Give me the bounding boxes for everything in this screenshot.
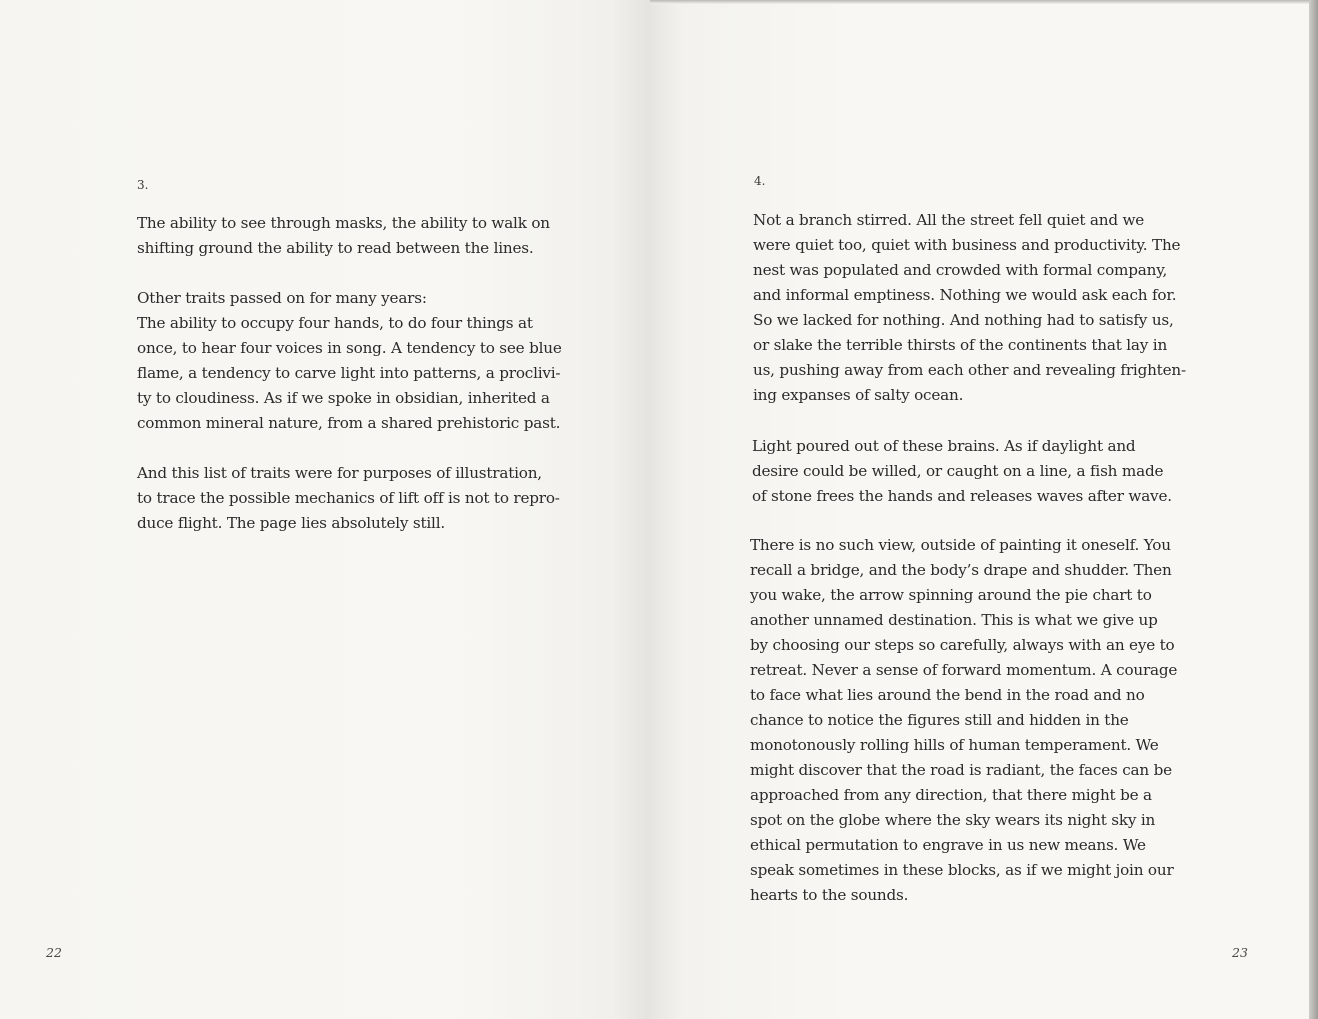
right-paragraph-3: [750, 533, 1177, 908]
text-line: And this list of traits were for purposes of illustration,: [137, 464, 542, 482]
text-line: So we lacked for nothing. And nothing had to satisfy us,: [753, 311, 1174, 329]
text-line: recall a bridge, and the body’s drape and shudder. Then: [750, 561, 1172, 579]
text-line: ing expanses of salty ocean.: [753, 386, 964, 404]
text-line: spot on the globe where the sky wears its night sky in: [750, 811, 1156, 829]
left-paragraph-2: [137, 286, 562, 436]
text-line: approached from any direction, that there might be a: [750, 786, 1152, 804]
text-line: speak sometimes in these blocks, as if we might join our: [750, 861, 1174, 879]
book-right-edge: [1309, 0, 1318, 1019]
page-number-right: 23: [1232, 945, 1248, 960]
text-line: monotonously rolling hills of human temperament. We: [750, 736, 1159, 754]
text-line: The ability to see through masks, the ability to walk on: [137, 214, 550, 232]
text-line: flame, a tendency to carve light into patterns, a proclivi-: [137, 364, 561, 382]
text-line: common mineral nature, from a shared prehistoric past.: [137, 414, 561, 432]
text-line: ethical permutation to engrave in us new means. We: [750, 836, 1146, 854]
left-paragraph-3: [137, 461, 560, 536]
text-line: desire could be willed, or caught on a line, a fish made: [752, 462, 1164, 480]
text-line: Not a branch stirred. All the street fell quiet and we: [753, 211, 1145, 229]
text-line: or slake the terrible thirsts of the continents that lay in: [753, 336, 1168, 354]
text-line: There is no such view, outside of painting it oneself. You: [750, 536, 1171, 554]
page-number-left: 22: [46, 945, 62, 960]
right-page: [650, 0, 1310, 1019]
text-line: you wake, the arrow spinning around the pie chart to: [750, 586, 1152, 604]
text-line: chance to notice the figures still and hidden in the: [750, 711, 1129, 729]
text-line: us, pushing away from each other and revealing frighten-: [753, 361, 1186, 379]
section-number-4: 4.: [754, 174, 766, 188]
text-line: nest was populated and crowded with formal company,: [753, 261, 1168, 279]
text-line: Other traits passed on for many years:: [137, 289, 427, 307]
text-line: once, to hear four voices in song. A tendency to see blue: [137, 339, 562, 357]
text-line: of stone frees the hands and releases waves after wave.: [752, 487, 1172, 505]
page-top-edge: [650, 0, 1318, 4]
text-line: might discover that the road is radiant, the faces can be: [750, 761, 1172, 779]
text-line: shifting ground the ability to read between the lines.: [137, 239, 534, 257]
text-line: to trace the possible mechanics of lift off is not to repro-: [137, 489, 560, 507]
text-line: to face what lies around the bend in the road and no: [750, 686, 1145, 704]
left-paragraph-1: [137, 211, 550, 261]
right-paragraph-2: [752, 434, 1172, 509]
left-page: [0, 0, 650, 1019]
text-line: were quiet too, quiet with business and productivity. The: [753, 236, 1181, 254]
right-paragraph-1: [753, 208, 1186, 408]
text-line: retreat. Never a sense of forward momentum. A courage: [750, 661, 1178, 679]
text-line: hearts to the sounds.: [750, 886, 909, 904]
text-line: by choosing our steps so carefully, always with an eye to: [750, 636, 1175, 654]
text-line: and informal emptiness. Nothing we would ask each for.: [753, 286, 1177, 304]
text-line: The ability to occupy four hands, to do four things at: [137, 314, 533, 332]
text-line: duce flight. The page lies absolutely still.: [137, 514, 445, 532]
text-line: another unnamed destination. This is what we give up: [750, 611, 1158, 629]
section-number-3: 3.: [137, 178, 149, 192]
text-line: ty to cloudiness. As if we spoke in obsidian, inherited a: [137, 389, 550, 407]
text-line: Light poured out of these brains. As if daylight and: [752, 437, 1136, 455]
